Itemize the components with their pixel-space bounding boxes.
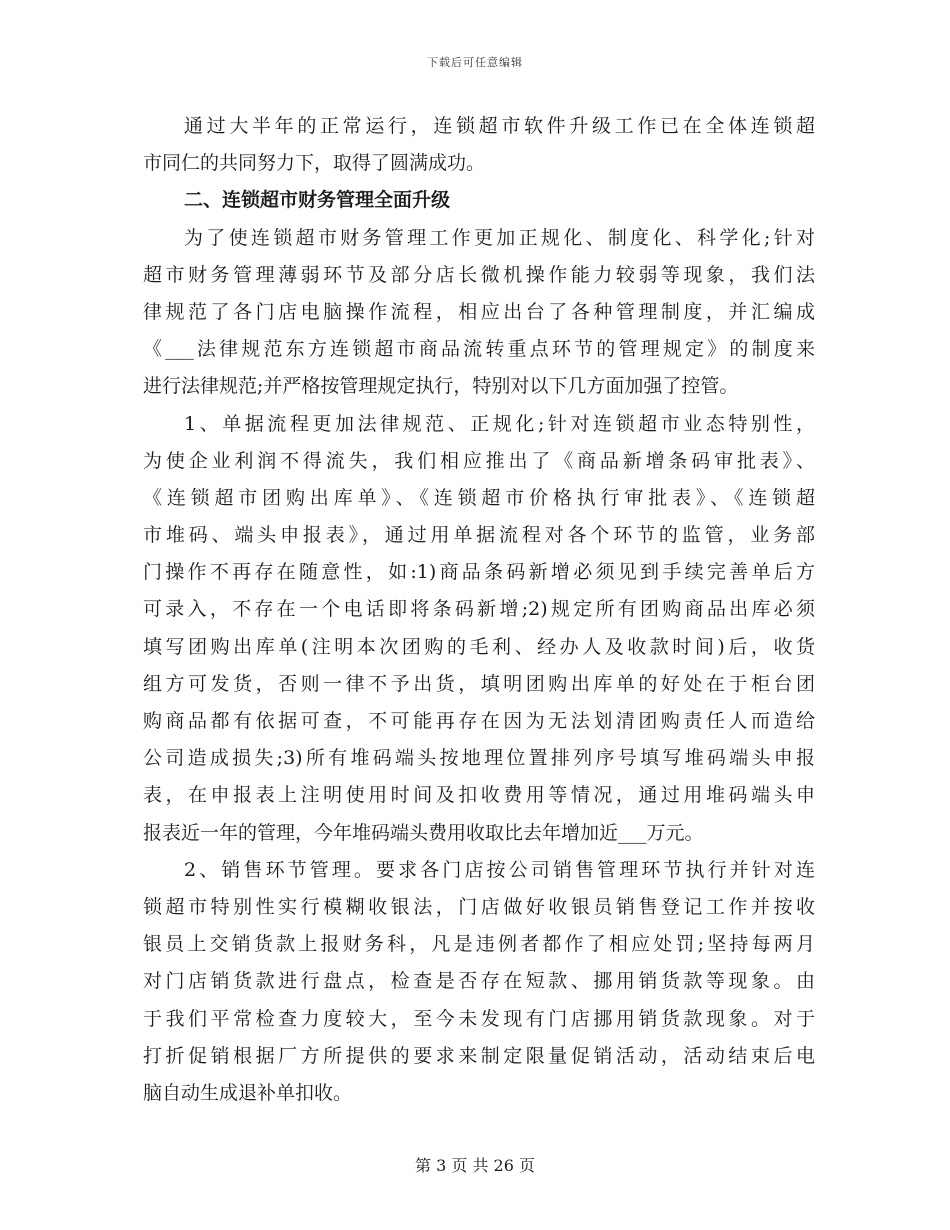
page-footer: 第 3 页 共 26 页	[415, 1156, 535, 1175]
section-heading: 二、连锁超市财务管理全面升级	[184, 189, 451, 212]
text-line: 2、销售环节管理。要求各门店按公司销售管理环节执行并针对连	[184, 858, 815, 881]
text-line: 公司造成损失;3)所有堆码端头按地理位置排列序号填写堆码端头申报	[143, 747, 815, 770]
text-line: 为使企业利润不得流失，我们相应推出了《商品新增条码审批表》、	[143, 449, 815, 472]
text-line: 表，在申报表上注明使用时间及扣收费用等情况，通过用堆码端头申	[143, 784, 815, 807]
text-line: 为了使连锁超市财务管理工作更加正规化、制度化、科学化;针对	[184, 226, 815, 249]
text-line: 报表近一年的管理，今年堆码端头费用收取比去年增加近___万元。	[143, 821, 704, 844]
page-header-note: 下载后可任意编辑	[427, 56, 523, 69]
text-line: 脑自动生成退补单扣收。	[143, 1081, 353, 1104]
text-line: 进行法律规范;并严格按管理规定执行，特别对以下几方面加强了控管。	[143, 375, 739, 398]
text-line: 超市财务管理薄弱环节及部分店长微机操作能力较弱等现象，我们法	[143, 263, 815, 286]
text-line: 市同仁的共同努力下，取得了圆满成功。	[143, 152, 486, 175]
text-line: 1、单据流程更加法律规范、正规化;针对连锁超市业态特别性，	[184, 412, 815, 435]
text-line: 购商品都有依据可查，不可能再存在因为无法划清团购责任人而造给	[143, 710, 815, 732]
text-line: 于我们平常检查力度较大，至今未发现有门店挪用销货款现象。对于	[143, 1007, 815, 1030]
text-line: 通过大半年的正常运行，连锁超市软件升级工作已在全体连锁超	[184, 115, 815, 137]
text-line: 组方可发货，否则一律不予出货，填明团购出库单的好处在于柜台团	[143, 672, 815, 695]
text-line: 填写团购出库单(注明本次团购的毛利、经办人及收款时间)后，收货	[143, 635, 815, 658]
text-line: 《___法律规范东方连锁超市商品流转重点环节的管理规定》的制度来	[143, 338, 815, 361]
text-line: 银员上交销货款上报财务科，凡是违例者都作了相应处罚;坚持每两月	[143, 933, 815, 956]
text-line: 《连锁超市团购出库单》、《连锁超市价格执行审批表》、《连锁超	[143, 486, 815, 509]
text-line: 门操作不再存在随意性，如:1)商品条码新增必须见到手续完善单后方	[143, 561, 815, 584]
document-body	[143, 108, 815, 1112]
text-line: 市堆码、端头申报表》，通过用单据流程对各个环节的监管，业务部	[143, 524, 815, 547]
text-line: 锁超市特别性实行模糊收银法，门店做好收银员销售登记工作并按收	[143, 895, 815, 918]
text-line: 打折促销根据厂方所提供的要求来制定限量促销活动，活动结束后电	[143, 1044, 815, 1067]
text-line: 可录入，不存在一个电话即将条码新增;2)规定所有团购商品出库必须	[143, 598, 815, 621]
text-line: 律规范了各门店电脑操作流程，相应出台了各种管理制度，并汇编成	[143, 300, 815, 323]
text-line: 对门店销货款进行盘点，检查是否存在短款、挪用销货款等现象。由	[143, 970, 815, 993]
